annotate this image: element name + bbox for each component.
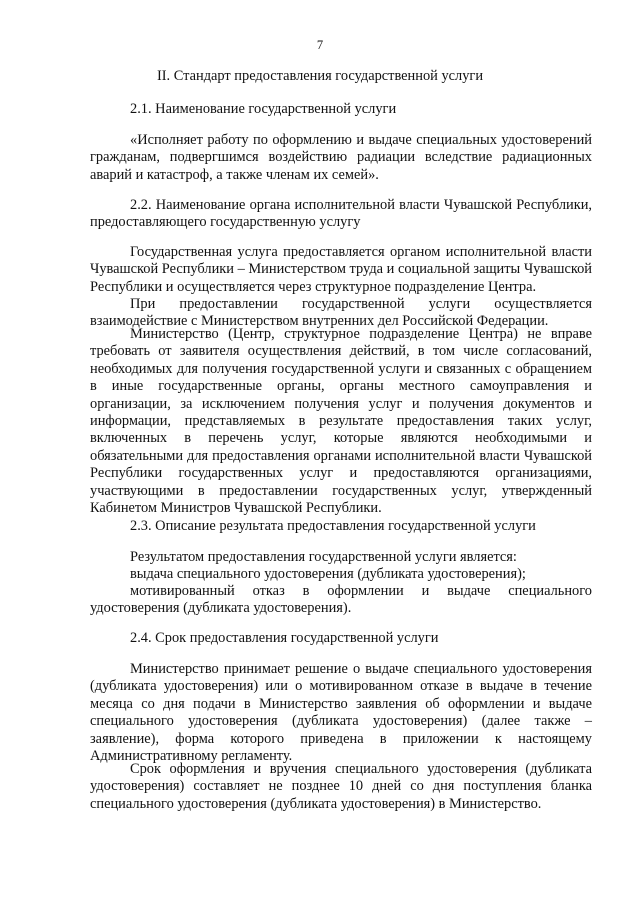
paragraph-2-2-2: При предоставлении государственной услуги осуществляется взаимодействие с Министерством внутренних дел Российской Федерации.	[90, 296, 592, 330]
heading-2-3: 2.3. Описание результата предоставления государственной услуги	[130, 518, 536, 534]
page-number: 7	[316, 38, 324, 52]
heading-2-1: 2.1. Наименование государственной услуги	[130, 101, 397, 117]
paragraph-2-3-3: мотивированный отказ в оформлении и выдаче специального удостоверения (дубликата удостоверения).	[90, 583, 592, 617]
paragraph-2-1: «Исполняет работу по оформлению и выдаче специальных удостоверений гражданам, подвергшимся воздействию радиации вследствие радиационных аварий и катастроф, а также членам их семей».	[90, 132, 592, 183]
paragraph-2-3-2: выдача специального удостоверения (дубликата удостоверения);	[130, 566, 526, 582]
paragraph-2-3-1: Результатом предоставления государственной услуги является:	[130, 549, 517, 565]
paragraph-2-2-1: Государственная услуга предоставляется органом исполнительной власти Чувашской Республики – Министерством труда и социальной защиты Чувашской Республики и осуществляется через структурное подразделение Центра.	[90, 244, 592, 295]
section-title: II. Стандарт предоставления государственной услуги	[156, 68, 484, 84]
paragraph-2-4-1: Министерство принимает решение о выдаче специального удостоверения (дубликата удостоверения) или о мотивированном отказе в выдаче в течение месяца со дня подачи в Министерство заявления об оформлении и выдаче специального удостоверения (дубликата удостоверения) (далее также – заявление), форма которого приведена в приложении к настоящему Административному регламенту.	[90, 661, 592, 765]
heading-2-4: 2.4. Срок предоставления государственной услуги	[130, 630, 439, 646]
paragraph-2-2-3: Министерство (Центр, структурное подразделение Центра) не вправе требовать от заявителя осуществления действий, в том числе согласований, необходимых для получения государственной услуги и связанных с обращением в иные государственные органы, органы местного самоуправления и организации, за исключением получения услуг и получения документов и информации, представляемых в результате предоставления таких услуг, включенных в перечень услуг, которые являются необходимыми и обязательными для предоставления органами исполнительной власти Чувашской Республики государственных услуг и предоставляются организациями, участвующими в предоставлении государственных услуг, утвержденный Кабинетом Министров Чувашской Республики.	[90, 326, 592, 517]
heading-2-2: 2.2. Наименование органа исполнительной власти Чувашской Республики, предоставляющего государственную услугу	[90, 197, 592, 231]
paragraph-2-4-2: Срок оформления и вручения специального удостоверения (дубликата удостоверения) составляет не позднее 10 дней со дня поступления бланка специального удостоверения (дубликата удостоверения) в Министерство.	[90, 761, 592, 812]
